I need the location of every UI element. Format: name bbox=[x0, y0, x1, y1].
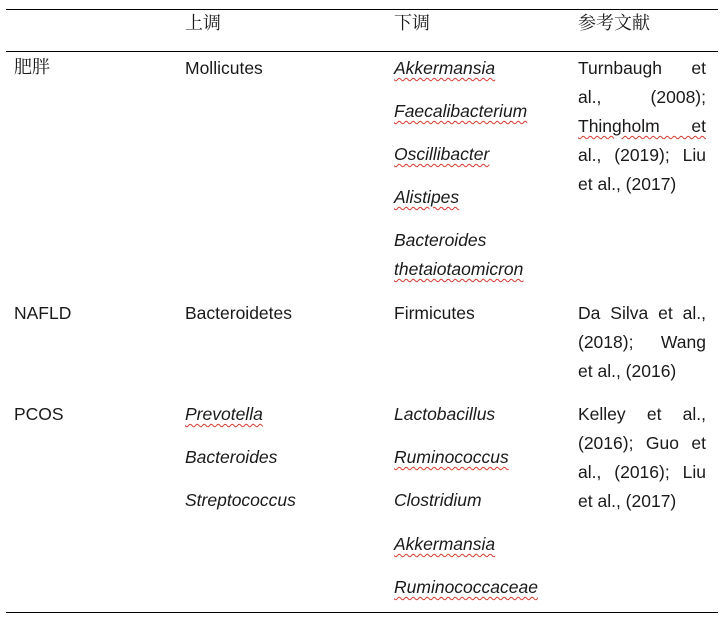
upregulated-taxon: Mollicutes bbox=[185, 58, 263, 78]
upregulated-taxon: Prevotella bbox=[185, 404, 263, 424]
reference-line: et al., (2017) bbox=[578, 491, 677, 511]
downregulated-taxon: Lactobacillus bbox=[394, 404, 496, 424]
reference-line: Da Silva et al., bbox=[578, 303, 706, 323]
reference-line: al., (2008); bbox=[578, 87, 706, 107]
upregulated-taxon: Bacteroidetes bbox=[185, 303, 293, 323]
upregulated-taxon: Streptococcus bbox=[185, 490, 296, 510]
reference-cell bbox=[578, 400, 706, 516]
reference-line: al., (2016); Liu bbox=[578, 462, 706, 482]
reference-cell bbox=[578, 299, 706, 386]
condition-cell: PCOS bbox=[14, 404, 64, 424]
reference-line: et al., (2017) bbox=[578, 174, 677, 194]
reference-line: Kelley et al., bbox=[578, 404, 706, 424]
reference-cell bbox=[578, 54, 706, 199]
downregulated-taxon: Alistipes bbox=[394, 187, 460, 207]
header-cell-references: 参考文献 bbox=[578, 13, 650, 34]
downregulated-taxon: Ruminococcus bbox=[394, 447, 509, 467]
downregulated-taxon: Oscillibacter bbox=[394, 144, 490, 164]
reference-line: et al., (2016) bbox=[578, 361, 677, 381]
reference-line: (2016); Guo et bbox=[578, 433, 706, 453]
header-rule bbox=[6, 51, 718, 52]
bottom-rule bbox=[6, 612, 718, 613]
reference-line: (2018); Wang bbox=[578, 332, 706, 352]
condition-cell: 肥胖 bbox=[14, 57, 50, 78]
reference-line: al., (2019); Liu bbox=[578, 145, 706, 165]
downregulated-taxon: Akkermansia bbox=[394, 58, 496, 78]
upregulated-taxon: Bacteroides bbox=[185, 447, 278, 467]
condition-cell: NAFLD bbox=[14, 303, 72, 323]
downregulated-taxon: Ruminococcaceae bbox=[394, 577, 538, 597]
downregulated-taxon: Clostridium bbox=[394, 490, 482, 510]
reference-line: Thingholm et bbox=[578, 116, 706, 136]
downregulated-taxon: Firmicutes bbox=[394, 303, 475, 323]
downregulated-taxon: Bacteroides bbox=[394, 230, 487, 250]
downregulated-taxon: thetaiotaomicron bbox=[394, 259, 524, 279]
header-cell-upregulated: 上调 bbox=[185, 13, 221, 34]
downregulated-taxon: Akkermansia bbox=[394, 534, 496, 554]
header-cell-downregulated: 下调 bbox=[394, 13, 430, 34]
reference-line: Turnbaugh et bbox=[578, 58, 706, 78]
downregulated-taxon: Faecalibacterium bbox=[394, 101, 528, 121]
